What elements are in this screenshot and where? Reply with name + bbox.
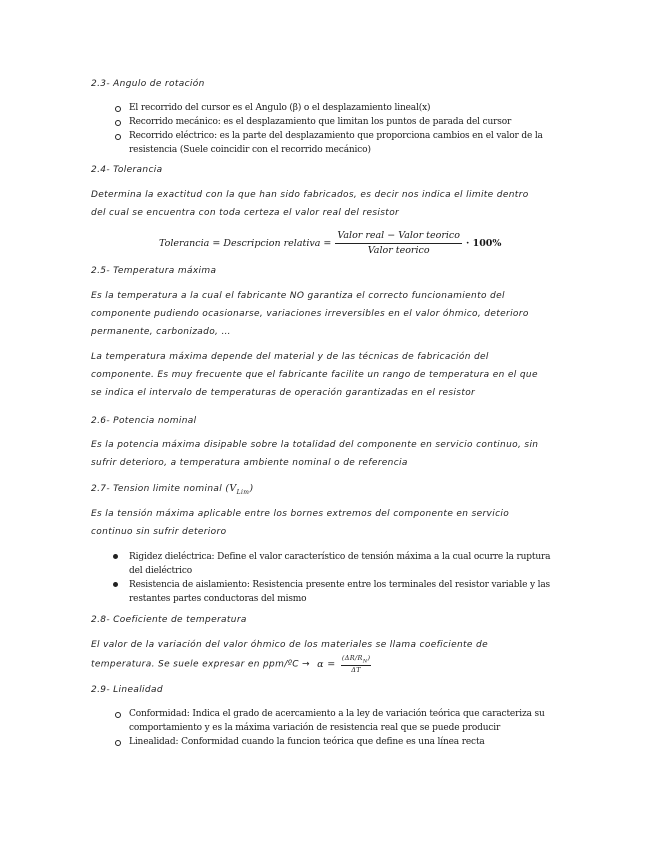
circle-bullet-icon bbox=[115, 120, 121, 126]
heading-coeficiente-temperatura: 2.8- Coeficiente de temperatura bbox=[91, 615, 247, 625]
list-linealidad bbox=[129, 707, 563, 749]
list-tension-limite bbox=[129, 550, 563, 606]
paragraph-temperatura-2: La temperatura máxima depende del material y de las técnicas de fabricación del componente. Es muy frecuente que el fabricante facilite un rango de temperatura en el que se indica el intervalo de temperaturas de operación garantizadas en el resistor bbox=[91, 352, 538, 398]
list-angulo-rotacion bbox=[129, 101, 563, 157]
heading-temperatura-maxima: 2.5- Temperatura máxima bbox=[91, 266, 217, 276]
heading-potencia-nominal: 2.6- Potencia nominal bbox=[91, 416, 197, 426]
paragraph-tension-limite: Es la tensión máxima aplicable entre los bornes extremos del componente en servicio continuo sin sufrir deterioro bbox=[91, 509, 510, 537]
tolerance-formula: Tolerancia = Descripcion relativa = $\frac{\text{Valor real − Valor teorico}}{\text{Valor teorico}}$ · 100% bbox=[159, 229, 502, 256]
list-item: Rigidez dieléctrica: Define el valor característico de tensión máxima a la cual ocurre la ruptura del dieléctrico bbox=[129, 550, 563, 578]
paragraph-tolerancia: Determina la exactitud con la que han sido fabricados, es decir nos indica el limite dentro del cual se encuentra con toda certeza el valor real del resistor bbox=[91, 190, 529, 218]
list-item: Recorrido mecánico: es el desplazamiento que limitan los puntos de parada del cursor bbox=[129, 115, 563, 129]
disc-bullet-icon bbox=[113, 554, 118, 559]
alpha-fraction: $\frac{(\Delta R/R_N)}{\Delta T}$ bbox=[341, 654, 371, 675]
list-item: El recorrido del cursor es el Angulo (β) o el desplazamiento lineal(x) bbox=[129, 101, 563, 115]
heading-linealidad: 2.9- Linealidad bbox=[91, 685, 163, 695]
list-item: Linealidad: Conformidad cuando la funcion teórica que define es una línea recta bbox=[129, 735, 563, 749]
circle-bullet-icon bbox=[115, 134, 121, 140]
list-item: Resistencia de aislamiento: Resistencia presente entre los terminales del resistor variable y las restantes partes conductoras del mismo bbox=[129, 578, 563, 606]
list-item: Recorrido eléctrico: es la parte del desplazamiento que proporciona cambios en el valor de la resistencia (Suele coincidir con el recorrido mecánico) bbox=[129, 129, 563, 157]
list-item: Conformidad: Indica el grado de acercamiento a la ley de variación teórica que caracteriza su comportamiento y es la máxima variación de resistencia real que se puede producir bbox=[129, 707, 563, 735]
paragraph-coeficiente-temperatura: El valor de la variación del valor óhmico de los materiales se llama coeficiente de temperatura. Se suele expresar en ppm/ºC → α = $\frac{(\Delta R/R_N)}{\Delta T}$ bbox=[91, 640, 488, 675]
heading-tolerancia: 2.4- Tolerancia bbox=[91, 165, 163, 175]
paragraph-temperatura-1: Es la temperatura a la cual el fabricante NO garantiza el correcto funcionamiento del componente pudiendo ocasionarse, variaciones irreversibles en el valor óhmico, deterioro permanente, carbonizado, … bbox=[91, 291, 529, 337]
heading-tension-limite: 2.7- Tension limite nominal $(V_{Lim})$ bbox=[91, 483, 254, 496]
disc-bullet-icon bbox=[113, 582, 118, 587]
circle-bullet-icon bbox=[115, 712, 121, 718]
circle-bullet-icon bbox=[115, 740, 121, 746]
paragraph-potencia-nominal: Es la potencia máxima disipable sobre la totalidad del componente en servicio continuo, sin sufrir deterioro, a temperatura ambiente nominal o de referencia bbox=[91, 440, 539, 468]
circle-bullet-icon bbox=[115, 106, 121, 112]
heading-angulo-rotacion: 2.3- Angulo de rotación bbox=[91, 79, 205, 89]
